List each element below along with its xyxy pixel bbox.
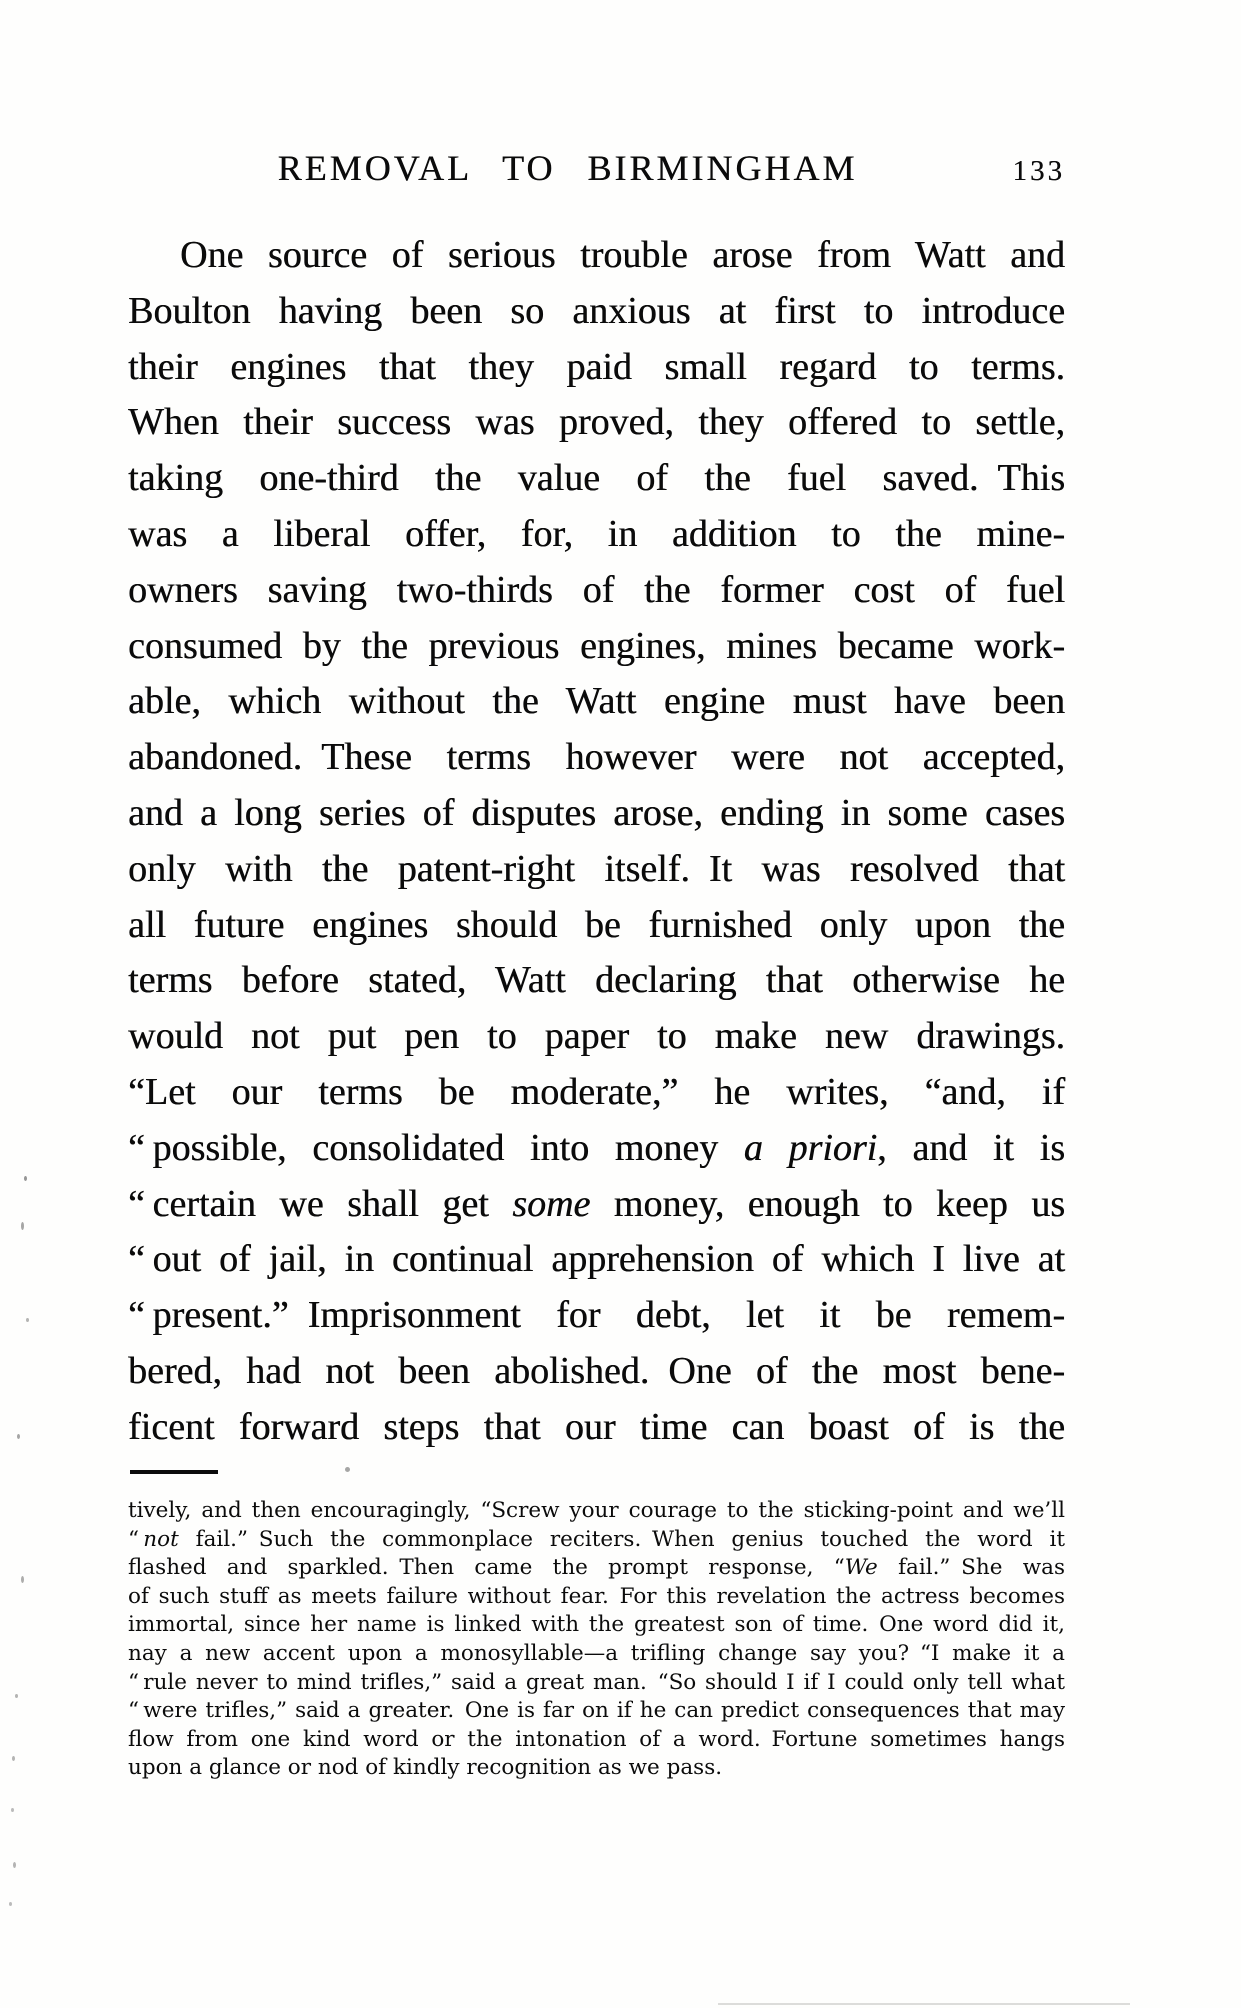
text-segment: their engines that they paid small regard to terms. <box>128 345 1065 388</box>
text-segment: immortal, since her name is linked with the greatest son of time. One word did it, <box>128 1612 1065 1638</box>
text-segment: One source of serious trouble arose from Watt and <box>180 234 1065 276</box>
body-line <box>128 563 1065 619</box>
text-segment: only with the patent-right itself. It was resolved that <box>128 847 1065 890</box>
text-segment: not <box>143 1526 179 1552</box>
scan-speck <box>11 1808 14 1812</box>
scan-speck <box>24 1176 27 1181</box>
footnote-line <box>128 1669 1065 1698</box>
footnote-line <box>128 1754 1065 1783</box>
body-line <box>128 1400 1065 1456</box>
body-line <box>128 730 1065 786</box>
body-line <box>128 898 1065 954</box>
body-line <box>128 953 1065 1009</box>
text-segment: owners saving two-thirds of the former cost of fuel <box>128 568 1065 611</box>
text-segment: “ out of jail, in continual apprehension of which I live at <box>128 1238 1065 1281</box>
text-segment: fail.” Such the commonplace reciters. When genius touched the word it <box>178 1526 1065 1552</box>
footnote-line <box>128 1611 1065 1640</box>
text-segment: , and it is <box>877 1126 1065 1169</box>
text-segment: flashed and sparkled. Then came the prompt response, “ <box>128 1555 845 1581</box>
text-segment: a priori <box>743 1126 878 1169</box>
running-head-title: REMOVAL TO BIRMINGHAM <box>277 148 858 188</box>
footnote-line <box>128 1526 1065 1555</box>
scan-speck <box>21 1576 24 1583</box>
body-line <box>128 1065 1065 1121</box>
text-segment: “ were trifles,” said a greater. One is far on if he can predict consequences that may <box>128 1698 1065 1724</box>
footnote-rule <box>130 1470 218 1474</box>
text-segment: “ rule never to mind trifles,” said a great man. “So should I if I could only tell what <box>128 1669 1065 1695</box>
text-segment: was a liberal offer, for, in addition to the mine- <box>128 512 1065 555</box>
body-line <box>128 284 1065 340</box>
scan-speck <box>345 1467 350 1472</box>
text-segment: ficent forward steps that our time can boast of is the <box>128 1405 1065 1448</box>
page-header <box>128 148 1065 196</box>
footnote-line <box>128 1554 1065 1583</box>
footnote-line <box>128 1497 1065 1526</box>
text-segment: some <box>512 1182 591 1225</box>
body-line <box>128 786 1065 842</box>
scan-speck <box>17 1434 20 1439</box>
text-segment: fail.” She was <box>877 1555 1066 1581</box>
footnote-line <box>128 1726 1065 1755</box>
text-segment: able, which without the Watt engine must have been <box>128 680 1065 723</box>
body-line <box>128 228 1065 284</box>
body-line <box>128 1121 1065 1177</box>
text-segment: all future engines should be furnished only upon the <box>128 903 1065 946</box>
scan-speck <box>12 1756 15 1761</box>
text-segment: nay a new accent upon a monosyllable—a trifling change say you? “I make it a <box>128 1640 1065 1666</box>
text-segment: tively, and then encouragingly, “Screw your courage to the sticking-point and we’ll <box>128 1498 1065 1523</box>
body-line <box>128 619 1065 675</box>
text-segment: and a long series of disputes arose, ending in some cases <box>128 791 1065 834</box>
body-line <box>128 1009 1065 1065</box>
body-line <box>128 674 1065 730</box>
text-segment: “ present.” Imprisonment for debt, let it be remem- <box>128 1294 1065 1337</box>
body-text <box>128 228 1065 1456</box>
scan-speck <box>15 1694 18 1698</box>
footnote-line <box>128 1640 1065 1669</box>
body-line <box>128 451 1065 507</box>
text-segment: money, enough to keep us <box>590 1182 1065 1225</box>
text-segment: Boulton having been so anxious at first to introduce <box>128 289 1065 332</box>
body-line <box>128 1288 1065 1344</box>
text-segment: “ certain we shall get <box>128 1182 513 1225</box>
text-segment: When their success was proved, they offered to settle, <box>128 401 1065 444</box>
scan-speck <box>9 1902 12 1906</box>
text-segment: “ possible, consolidated into money <box>128 1126 744 1169</box>
scan-speck <box>26 1318 29 1322</box>
text-segment: would not put pen to paper to make new drawings. <box>128 1015 1065 1058</box>
scan-edge-artifact <box>718 2003 1130 2005</box>
footnote-line <box>128 1697 1065 1726</box>
body-line <box>128 842 1065 898</box>
text-segment: “Let our terms be moderate,” he writes, “and, if <box>128 1070 1065 1113</box>
text-segment: abandoned. These terms however were not accepted, <box>128 736 1065 779</box>
text-segment: consumed by the previous engines, mines became work- <box>128 624 1065 667</box>
footnote <box>128 1497 1065 1783</box>
text-segment: bered, had not been abolished. One of the most bene- <box>128 1349 1065 1392</box>
text-segment: We <box>844 1555 878 1581</box>
scan-speck <box>13 1862 16 1868</box>
text-segment: “ <box>128 1526 144 1552</box>
body-line <box>128 395 1065 451</box>
text-segment: of such stuff as meets failure without fear. For this revelation the actress becomes <box>128 1583 1065 1609</box>
body-line <box>128 340 1065 396</box>
text-segment: upon a glance or nod of kindly recognition as we pass. <box>128 1755 723 1781</box>
text-segment: terms before stated, Watt declaring that otherwise he <box>128 959 1065 1002</box>
body-line <box>128 507 1065 563</box>
text-segment: flow from one kind word or the intonation of a word. Fortune sometimes hangs <box>128 1726 1065 1752</box>
body-line <box>128 1232 1065 1288</box>
text-segment: taking one-third the value of the fuel saved. This <box>128 457 1065 500</box>
body-line <box>128 1177 1065 1233</box>
scan-speck <box>21 1222 24 1230</box>
page-number: 133 <box>1012 155 1065 187</box>
body-line <box>128 1344 1065 1400</box>
footnote-line <box>128 1583 1065 1612</box>
